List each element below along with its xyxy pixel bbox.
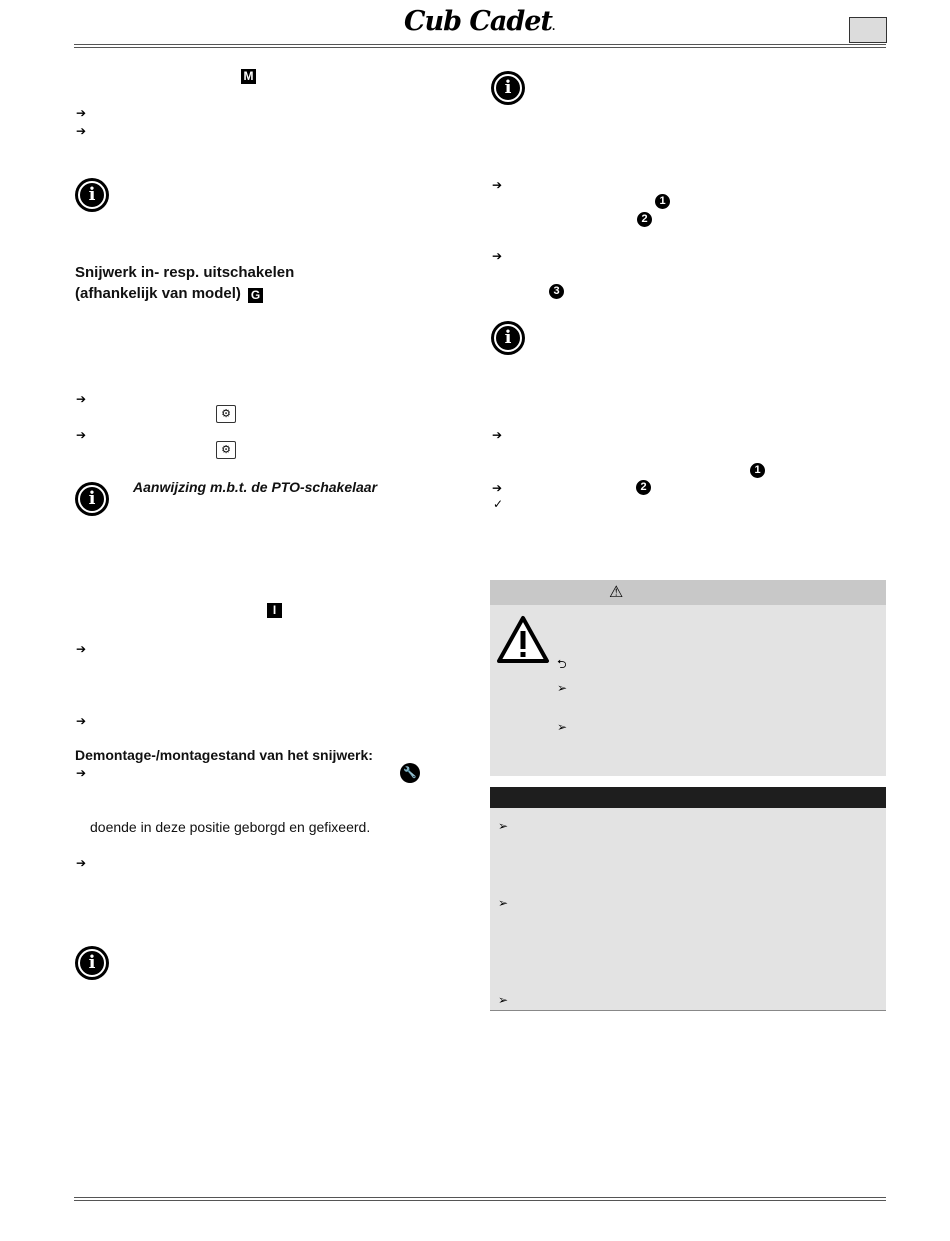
footer-rule-secondary	[74, 1200, 886, 1201]
arrow-icon: ➔	[76, 392, 87, 406]
footer-rule	[74, 1197, 886, 1198]
arrow-icon: ➔	[76, 856, 87, 870]
callout-3: 3	[549, 284, 564, 299]
chevron-icon: ➢	[498, 993, 509, 1007]
chevron-icon: ➢	[557, 720, 568, 734]
gear-icon: ⚙	[216, 441, 236, 459]
arrow-icon: ➔	[492, 428, 503, 442]
callout-1: 1	[750, 463, 765, 478]
arrow-icon: ➔	[76, 428, 87, 442]
gear-icon: ⚙	[216, 405, 236, 423]
marker-g: G	[248, 288, 263, 303]
section-heading	[75, 262, 294, 304]
check-icon: ✓	[493, 497, 504, 511]
info-icon: i	[491, 321, 525, 355]
warning-header	[490, 580, 886, 605]
arrow-icon: ➔	[492, 178, 503, 192]
chevron-icon: ➢	[557, 681, 568, 695]
arrow-icon: ➔	[492, 249, 503, 263]
logo-mark: .	[551, 22, 555, 33]
callout-1: 1	[655, 194, 670, 209]
warning-triangle-icon	[496, 615, 550, 665]
arrow-icon: ➔	[76, 714, 87, 728]
header-rule	[74, 44, 886, 45]
page-number-box	[849, 17, 887, 43]
header-rule-secondary	[74, 47, 886, 48]
heading-line-1: Snijwerk in- resp. uitschakelen	[75, 264, 295, 281]
pto-note-title: Aanwijzing m.b.t. de PTO-schakelaar	[133, 479, 378, 495]
info-icon: i	[75, 178, 109, 212]
arrow-icon: ➔	[76, 642, 87, 656]
warning-box	[490, 580, 886, 776]
body-text-line: doende in deze positie geborgd en gefixeerd.	[90, 819, 371, 835]
brand-logo	[404, 6, 554, 37]
note-header-bar	[490, 787, 886, 808]
heading-line-2: (afhankelijk van model) G	[75, 283, 294, 304]
callout-2: 2	[637, 212, 652, 227]
arrow-icon: ➔	[76, 766, 87, 780]
hook-arrow-icon: ⮌	[557, 657, 567, 671]
chevron-icon: ➢	[498, 819, 509, 833]
chevron-icon: ➢	[498, 896, 509, 910]
warning-icon: ⚠	[609, 584, 624, 601]
info-icon: i	[75, 482, 109, 516]
info-icon: i	[491, 71, 525, 105]
marker-i: I	[267, 603, 282, 618]
wrench-icon: 🔧	[400, 763, 420, 783]
mount-position-heading: Demontage-/montagestand van het snijwerk:	[75, 747, 373, 763]
marker-m: M	[241, 69, 256, 84]
arrow-icon: ➔	[76, 106, 87, 120]
logo-text: Cub Cadet	[404, 6, 552, 37]
note-box	[490, 808, 886, 1011]
callout-2: 2	[636, 480, 651, 495]
arrow-icon: ➔	[492, 481, 503, 495]
info-icon: i	[75, 946, 109, 980]
arrow-icon: ➔	[76, 124, 87, 138]
